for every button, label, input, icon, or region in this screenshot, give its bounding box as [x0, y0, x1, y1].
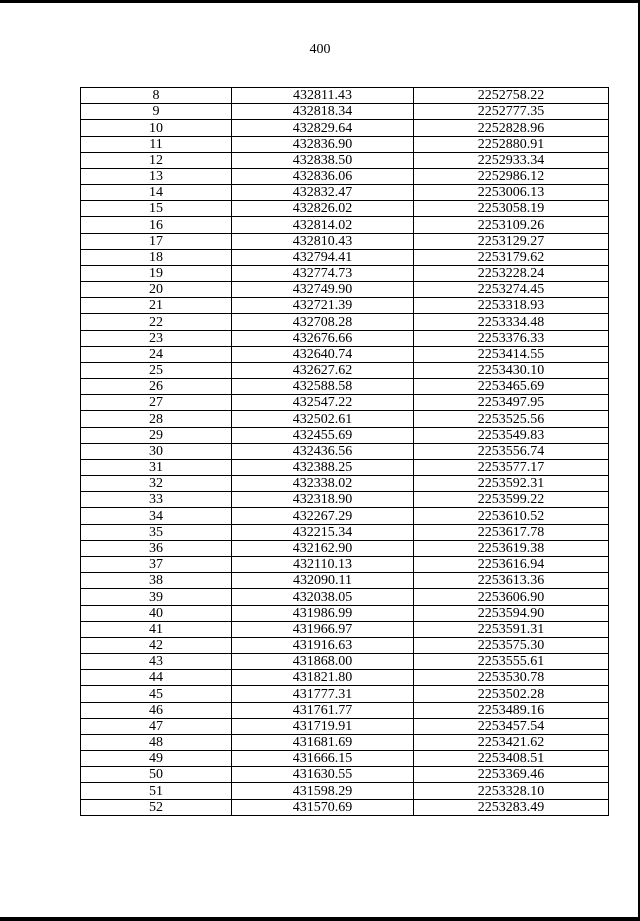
x-coordinate-cell: 432832.47: [232, 185, 414, 201]
point-number-cell: 44: [81, 670, 232, 686]
y-coordinate-cell: 2253575.30: [414, 637, 609, 653]
point-number-cell: 30: [81, 443, 232, 459]
y-coordinate-cell: 2253616.94: [414, 556, 609, 572]
point-number-cell: 9: [81, 104, 232, 120]
y-coordinate-cell: 2253613.36: [414, 573, 609, 589]
table-row: [81, 104, 609, 120]
table-row: [81, 233, 609, 249]
y-coordinate-cell: 2253465.69: [414, 379, 609, 395]
x-coordinate-cell: 432818.34: [232, 104, 414, 120]
table-row: [81, 524, 609, 540]
x-coordinate-cell: 432502.61: [232, 411, 414, 427]
point-number-cell: 23: [81, 330, 232, 346]
table-row: [81, 734, 609, 750]
y-coordinate-cell: 2253421.62: [414, 734, 609, 750]
x-coordinate-cell: 431916.63: [232, 637, 414, 653]
point-number-cell: 22: [81, 314, 232, 330]
table-row: [81, 330, 609, 346]
x-coordinate-cell: 432038.05: [232, 589, 414, 605]
table-row: [81, 492, 609, 508]
x-coordinate-cell: 432455.69: [232, 427, 414, 443]
y-coordinate-cell: 2252933.34: [414, 152, 609, 168]
table-row: [81, 249, 609, 265]
x-coordinate-cell: 432588.58: [232, 379, 414, 395]
x-coordinate-cell: 432749.90: [232, 282, 414, 298]
y-coordinate-cell: 2253619.38: [414, 540, 609, 556]
point-number-cell: 16: [81, 217, 232, 233]
y-coordinate-cell: 2253549.83: [414, 427, 609, 443]
table-row: [81, 540, 609, 556]
table-row: [81, 508, 609, 524]
y-coordinate-cell: 2253599.22: [414, 492, 609, 508]
x-coordinate-cell: 431966.97: [232, 621, 414, 637]
table-row: [81, 298, 609, 314]
x-coordinate-cell: 432708.28: [232, 314, 414, 330]
point-number-cell: 40: [81, 605, 232, 621]
point-number-cell: 50: [81, 767, 232, 783]
point-number-cell: 34: [81, 508, 232, 524]
point-number-cell: 11: [81, 136, 232, 152]
y-coordinate-cell: 2253502.28: [414, 686, 609, 702]
point-number-cell: 29: [81, 427, 232, 443]
point-number-cell: 28: [81, 411, 232, 427]
x-coordinate-cell: 432162.90: [232, 540, 414, 556]
y-coordinate-cell: 2253555.61: [414, 654, 609, 670]
point-number-cell: 52: [81, 799, 232, 815]
table-row: [81, 702, 609, 718]
point-number-cell: 8: [81, 88, 232, 104]
table-row: [81, 605, 609, 621]
table-row: [81, 314, 609, 330]
point-number-cell: 37: [81, 556, 232, 572]
y-coordinate-cell: 2253577.17: [414, 459, 609, 475]
x-coordinate-cell: 432676.66: [232, 330, 414, 346]
table-row: [81, 589, 609, 605]
point-number-cell: 32: [81, 476, 232, 492]
point-number-cell: 35: [81, 524, 232, 540]
x-coordinate-cell: 432814.02: [232, 217, 414, 233]
x-coordinate-cell: 432829.64: [232, 120, 414, 136]
y-coordinate-cell: 2252986.12: [414, 168, 609, 184]
point-number-cell: 25: [81, 362, 232, 378]
y-coordinate-cell: 2253489.16: [414, 702, 609, 718]
table-row: [81, 476, 609, 492]
x-coordinate-cell: 431598.29: [232, 783, 414, 799]
table-row: [81, 168, 609, 184]
table-row: [81, 767, 609, 783]
x-coordinate-cell: 432774.73: [232, 265, 414, 281]
y-coordinate-cell: 2253369.46: [414, 767, 609, 783]
point-number-cell: 21: [81, 298, 232, 314]
point-number-cell: 39: [81, 589, 232, 605]
x-coordinate-cell: 432836.06: [232, 168, 414, 184]
x-coordinate-cell: 432267.29: [232, 508, 414, 524]
table-row: [81, 443, 609, 459]
point-number-cell: 43: [81, 654, 232, 670]
y-coordinate-cell: 2253556.74: [414, 443, 609, 459]
y-coordinate-cell: 2253058.19: [414, 201, 609, 217]
point-number-cell: 15: [81, 201, 232, 217]
y-coordinate-cell: 2252828.96: [414, 120, 609, 136]
point-number-cell: 24: [81, 346, 232, 362]
y-coordinate-cell: 2253129.27: [414, 233, 609, 249]
y-coordinate-cell: 2253525.56: [414, 411, 609, 427]
y-coordinate-cell: 2253334.48: [414, 314, 609, 330]
point-number-cell: 31: [81, 459, 232, 475]
table-row: [81, 637, 609, 653]
y-coordinate-cell: 2253109.26: [414, 217, 609, 233]
point-number-cell: 46: [81, 702, 232, 718]
y-coordinate-cell: 2252777.35: [414, 104, 609, 120]
table-row: [81, 411, 609, 427]
point-number-cell: 33: [81, 492, 232, 508]
table-row: [81, 217, 609, 233]
table-row: [81, 120, 609, 136]
y-coordinate-cell: 2253006.13: [414, 185, 609, 201]
x-coordinate-cell: 432436.56: [232, 443, 414, 459]
x-coordinate-cell: 431570.69: [232, 799, 414, 815]
x-coordinate-cell: 431681.69: [232, 734, 414, 750]
table-row: [81, 265, 609, 281]
x-coordinate-cell: 431821.80: [232, 670, 414, 686]
point-number-cell: 10: [81, 120, 232, 136]
table-row: [81, 459, 609, 475]
point-number-cell: 41: [81, 621, 232, 637]
table-row: [81, 201, 609, 217]
x-coordinate-cell: 432215.34: [232, 524, 414, 540]
table-row: [81, 751, 609, 767]
point-number-cell: 27: [81, 395, 232, 411]
point-number-cell: 48: [81, 734, 232, 750]
y-coordinate-cell: 2253591.31: [414, 621, 609, 637]
table-row: [81, 670, 609, 686]
x-coordinate-cell: 431986.99: [232, 605, 414, 621]
x-coordinate-cell: 431777.31: [232, 686, 414, 702]
y-coordinate-cell: 2253274.45: [414, 282, 609, 298]
point-number-cell: 45: [81, 686, 232, 702]
table-row: [81, 654, 609, 670]
y-coordinate-cell: 2253328.10: [414, 783, 609, 799]
table-row: [81, 783, 609, 799]
y-coordinate-cell: 2253408.51: [414, 751, 609, 767]
table-row: [81, 686, 609, 702]
x-coordinate-cell: 432338.02: [232, 476, 414, 492]
page-number: 400: [309, 42, 331, 57]
x-coordinate-cell: 432836.90: [232, 136, 414, 152]
y-coordinate-cell: 2253592.31: [414, 476, 609, 492]
table-row: [81, 362, 609, 378]
point-number-cell: 42: [81, 637, 232, 653]
y-coordinate-cell: 2253606.90: [414, 589, 609, 605]
y-coordinate-cell: 2253457.54: [414, 718, 609, 734]
point-number-cell: 19: [81, 265, 232, 281]
x-coordinate-cell: 432318.90: [232, 492, 414, 508]
x-coordinate-cell: 432721.39: [232, 298, 414, 314]
point-number-cell: 13: [81, 168, 232, 184]
point-number-cell: 26: [81, 379, 232, 395]
page-top-border: [0, 0, 640, 3]
table-row: [81, 573, 609, 589]
y-coordinate-cell: 2253530.78: [414, 670, 609, 686]
table-row: [81, 556, 609, 572]
point-number-cell: 47: [81, 718, 232, 734]
y-coordinate-cell: 2253179.62: [414, 249, 609, 265]
x-coordinate-cell: 432090.11: [232, 573, 414, 589]
point-number-cell: 38: [81, 573, 232, 589]
table-row: [81, 621, 609, 637]
page-bottom-border: [0, 917, 640, 921]
x-coordinate-cell: 432826.02: [232, 201, 414, 217]
y-coordinate-cell: 2253497.95: [414, 395, 609, 411]
point-number-cell: 12: [81, 152, 232, 168]
table-row: [81, 346, 609, 362]
table-row: [81, 152, 609, 168]
x-coordinate-cell: 431719.91: [232, 718, 414, 734]
x-coordinate-cell: 432640.74: [232, 346, 414, 362]
point-number-cell: 51: [81, 783, 232, 799]
y-coordinate-cell: 2253376.33: [414, 330, 609, 346]
table-row: [81, 427, 609, 443]
table-row: [81, 88, 609, 104]
x-coordinate-cell: 432838.50: [232, 152, 414, 168]
x-coordinate-cell: 432794.41: [232, 249, 414, 265]
y-coordinate-cell: 2253617.78: [414, 524, 609, 540]
point-number-cell: 49: [81, 751, 232, 767]
y-coordinate-cell: 2253228.24: [414, 265, 609, 281]
y-coordinate-cell: 2253594.90: [414, 605, 609, 621]
y-coordinate-cell: 2253414.55: [414, 346, 609, 362]
y-coordinate-cell: 2253283.49: [414, 799, 609, 815]
x-coordinate-cell: 432810.43: [232, 233, 414, 249]
coordinates-table-body: [81, 88, 609, 816]
x-coordinate-cell: 432811.43: [232, 88, 414, 104]
y-coordinate-cell: 2252880.91: [414, 136, 609, 152]
y-coordinate-cell: 2252758.22: [414, 88, 609, 104]
x-coordinate-cell: 431630.55: [232, 767, 414, 783]
y-coordinate-cell: 2253610.52: [414, 508, 609, 524]
table-row: [81, 799, 609, 815]
coordinates-table: [80, 87, 609, 816]
table-row: [81, 379, 609, 395]
x-coordinate-cell: 432110.13: [232, 556, 414, 572]
table-row: [81, 718, 609, 734]
point-number-cell: 18: [81, 249, 232, 265]
x-coordinate-cell: 432627.62: [232, 362, 414, 378]
table-row: [81, 282, 609, 298]
point-number-cell: 36: [81, 540, 232, 556]
y-coordinate-cell: 2253430.10: [414, 362, 609, 378]
y-coordinate-cell: 2253318.93: [414, 298, 609, 314]
table-row: [81, 136, 609, 152]
point-number-cell: 17: [81, 233, 232, 249]
table-row: [81, 395, 609, 411]
table-row: [81, 185, 609, 201]
point-number-cell: 14: [81, 185, 232, 201]
x-coordinate-cell: 432388.25: [232, 459, 414, 475]
x-coordinate-cell: 431761.77: [232, 702, 414, 718]
x-coordinate-cell: 431666.15: [232, 751, 414, 767]
x-coordinate-cell: 432547.22: [232, 395, 414, 411]
point-number-cell: 20: [81, 282, 232, 298]
x-coordinate-cell: 431868.00: [232, 654, 414, 670]
